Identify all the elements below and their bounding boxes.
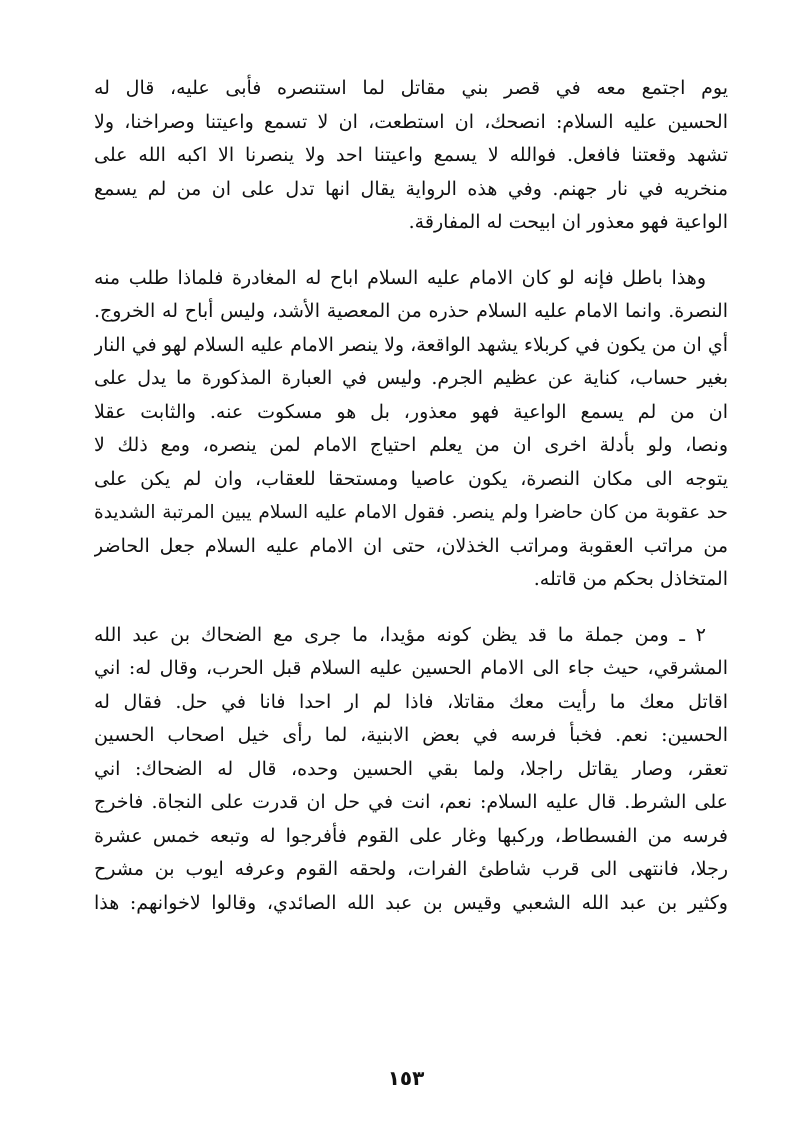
paragraph-1	[94, 72, 728, 240]
text-line: ٢ ـ ومن جملة ما قد يظن كونه مؤيدا، ما جرى مع الضحاك بن عبد الله	[94, 623, 706, 646]
text-line: رجلا، فانتهى الى قرب شاطئ الفرات، ولحقه القوم وعرفه ايوب بن مشرح	[94, 858, 728, 880]
text-line: ونصا، ولو بأدلة اخرى ان من يعلم احتياج الامام لمن ينصره، ومع ذلك لا	[94, 434, 728, 456]
text-line: المتخاذل بحكم من قاتله.	[533, 568, 728, 590]
text-line: تشهد وقعتنا فافعل. فوالله لا يسمع واعيتنا احد ولا ينصرنا الا اكبه الله على	[94, 144, 728, 166]
text-line: الواعية فهو معذور ان ابيحت له المفارقة.	[408, 211, 728, 233]
text-line: تعقر، وصار يقاتل راجلا، ولما بقي الحسين وحده، قال له الضحاك: اني	[94, 757, 728, 780]
text-line: ان من لم يسمع الواعية فهو معذور، بل هو مسكوت عنه. والثابت عقلا	[94, 400, 728, 423]
text-line: منخريه في نار جهنم. وفي هذه الرواية يقال انها تدل على ان من لم يسمع	[94, 177, 728, 200]
text-line: من مراتب العقوبة ومراتب الخذلان، حتى ان الامام عليه السلام جعل الحاضر	[94, 534, 728, 557]
text-line: النصرة. وانما الامام عليه السلام حذره من المعصية الأشد، وليس أباح له الخروج.	[94, 300, 728, 322]
text-line: الحسين: نعم. فخبأ فرسه في بعض الابنية، لما رأى خيل اصحاب الحسين	[94, 724, 728, 746]
page-number: ١٥٣	[387, 1066, 425, 1090]
page-body	[94, 72, 728, 942]
text-line: فرسه من الفسطاط، وركبها وغار على القوم فأفرجوا له وتبعه خمس عشرة	[94, 824, 728, 847]
text-line: على الشرط. قال عليه السلام: نعم، انت في حل ان قدرت على النجاة. فاخرج	[94, 791, 728, 813]
text-line: الحسين عليه السلام: انصحك، ان استطعت، ان لا تسمع واعيتنا وصراخنا، ولا	[94, 110, 728, 133]
text-line: يوم اجتمع معه في قصر بني مقاتل لما استنصره فأبى عليه، قال له	[94, 77, 728, 99]
text-line: أي ان من يكون في كربلاء يشهد الواقعة، ولا ينصر الامام عليه السلام لهو في النار	[94, 333, 728, 356]
text-line: حد عقوبة من كان حاضرا ولم ينصر. فقول الامام عليه السلام يبين المرتبة الشديدة	[94, 502, 728, 523]
text-line: يتوجه الى مكان النصرة، يكون عاصيا ومستحقا للعقاب، وان لم يكن على	[94, 467, 728, 490]
text-line: وهذا باطل فإنه لو كان الامام عليه السلام اباح له المغادرة فلماذا طلب منه	[94, 266, 706, 289]
paragraph-2	[94, 262, 728, 597]
paragraph-3	[94, 619, 728, 921]
text-line: اقاتل معك ما رأيت معك مقاتلا، فاذا لم ار احدا فانا في حل. فقال له	[94, 690, 728, 713]
text-line: وكثير بن عبد الله الشعبي وقيس بن عبد الله الصائدي، وقالوا لاخوانهم: هذا	[94, 891, 728, 914]
text-line: بغير حساب، كناية عن عظيم الجرم. وليس في العبارة المذكورة ما يدل على	[94, 367, 728, 389]
text-line: المشرقي، حيث جاء الى الامام الحسين عليه السلام قبل الحرب، وقال له: اني	[94, 657, 728, 679]
